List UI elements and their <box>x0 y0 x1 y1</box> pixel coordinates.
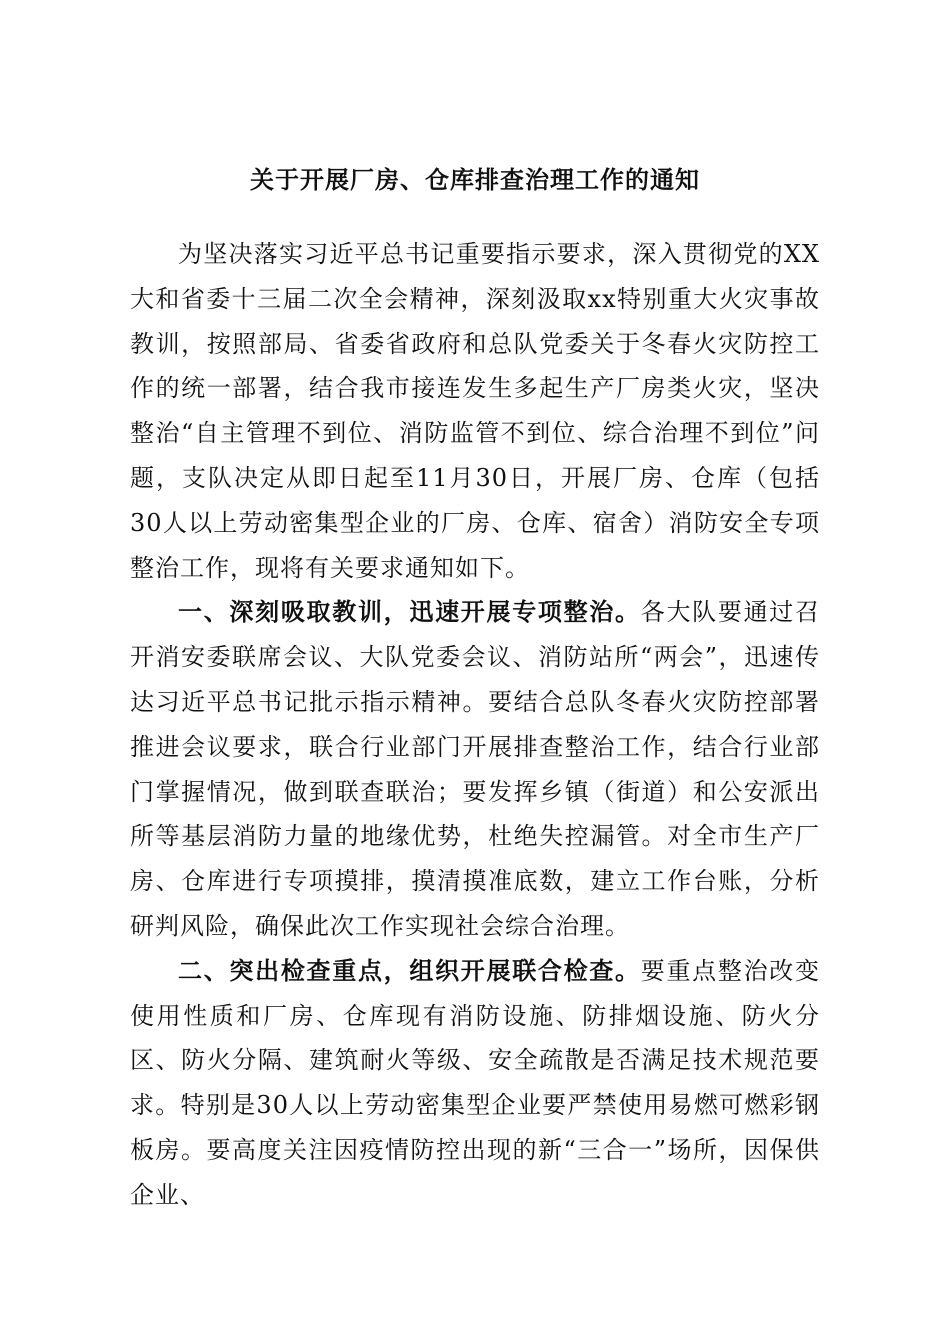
section-2-text: 要重点整治改变使用性质和厂房、仓库现有消防设施、防排烟设施、防火分区、防火分隔、建筑耐火等级、安全疏散是否满足技术规范要求。特别是30人以上劳动密集型企业要严禁使用易燃可燃彩钢板房。要高度关注因疫情防控出现的新“三合一”场所，因保供企业、 <box>130 956 820 1209</box>
section-1-heading: 一、深刻吸取教训，迅速开展专项整治。 <box>178 597 641 627</box>
section-2-heading: 二、突出检查重点，组织开展联合检查。 <box>178 955 641 985</box>
paragraph-intro <box>130 232 820 590</box>
paragraph-intro-text: 为坚决落实习近平总书记重要指示要求，深入贯彻党的XX大和省委十三届二次全会精神，深刻汲取xx特别重大火灾事故教训，按照部局、省委省政府和总队党委关于冬春火灾防控工作的统一部署，结合我市接连发生多起生产厂房类火灾，坚决整治“自主管理不到位、消防监管不到位、综合治理不到位”问题，支队决定从即日起至11月30日，开展厂房、仓库（包括30人以上劳动密集型企业的厂房、仓库、宿舍）消防安全专项整治工作，现将有关要求通知如下。 <box>130 240 820 582</box>
document-title: 关于开展厂房、仓库排查治理工作的通知 <box>250 165 700 194</box>
document-body <box>130 232 820 1218</box>
paragraph-section-1 <box>130 590 820 948</box>
section-1-text: 各大队要通过召开消安委联席会议、大队党委会议、消防站所“两会”，迅速传达习近平总书记批示指示精神。要结合总队冬春火灾防控部署推进会议要求，联合行业部门开展排查整治工作，结合行业部门掌握情况，做到联查联治；要发挥乡镇（街道）和公安派出所等基层消防力量的地缘优势，杜绝失控漏管。对全市生产厂房、仓库进行专项摸排，摸清摸准底数，建立工作台账，分析研判风险，确保此次工作实现社会综合治理。 <box>130 598 820 940</box>
paragraph-section-2 <box>130 949 820 1218</box>
